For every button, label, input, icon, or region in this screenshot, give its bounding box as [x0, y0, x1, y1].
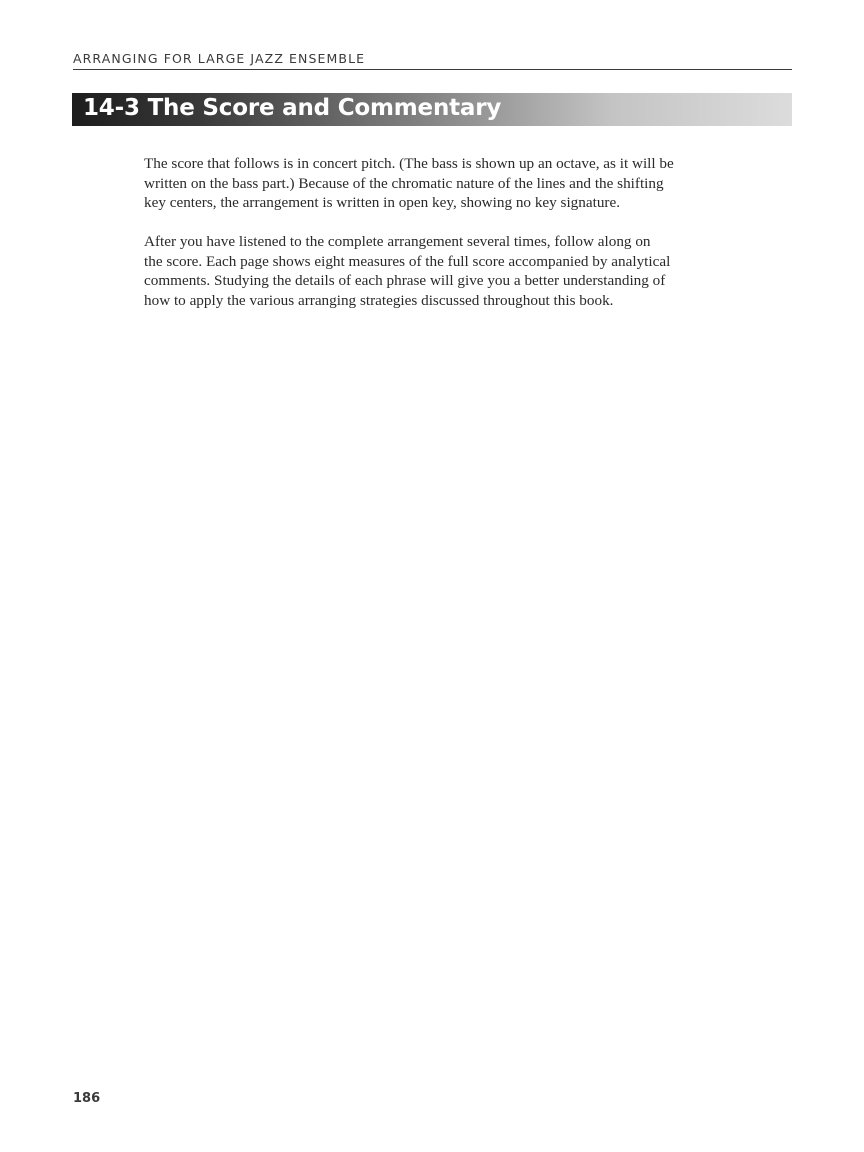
- paragraph-line: comments. Studying the details of each phrase will give you a better understanding of: [144, 272, 666, 289]
- paragraph-line: After you have listened to the complete arrangement several times, follow along on: [144, 233, 651, 250]
- section-banner: [72, 93, 792, 126]
- paragraph-line: the score. Each page shows eight measures of the full score accompanied by analytical: [144, 252, 671, 270]
- paragraph-instructions: [144, 232, 724, 310]
- page-number: 186: [73, 1091, 101, 1106]
- section-title: 14-3 The Score and Commentary: [83, 95, 502, 121]
- paragraph-line: how to apply the various arranging strategies discussed throughout this book.: [144, 291, 614, 309]
- paragraph-line: written on the bass part.) Because of the chromatic nature of the lines and the shifting: [144, 174, 664, 192]
- paragraph-line: The score that follows is in concert pitch. (The bass is shown up an octave, as it will be: [144, 155, 674, 172]
- paragraph-line: key centers, the arrangement is written in open key, showing no key signature.: [144, 194, 621, 211]
- running-header: [73, 50, 792, 70]
- running-header-title: ARRANGING FOR LARGE JAZZ ENSEMBLE: [73, 51, 366, 66]
- paragraph-intro: [144, 154, 724, 213]
